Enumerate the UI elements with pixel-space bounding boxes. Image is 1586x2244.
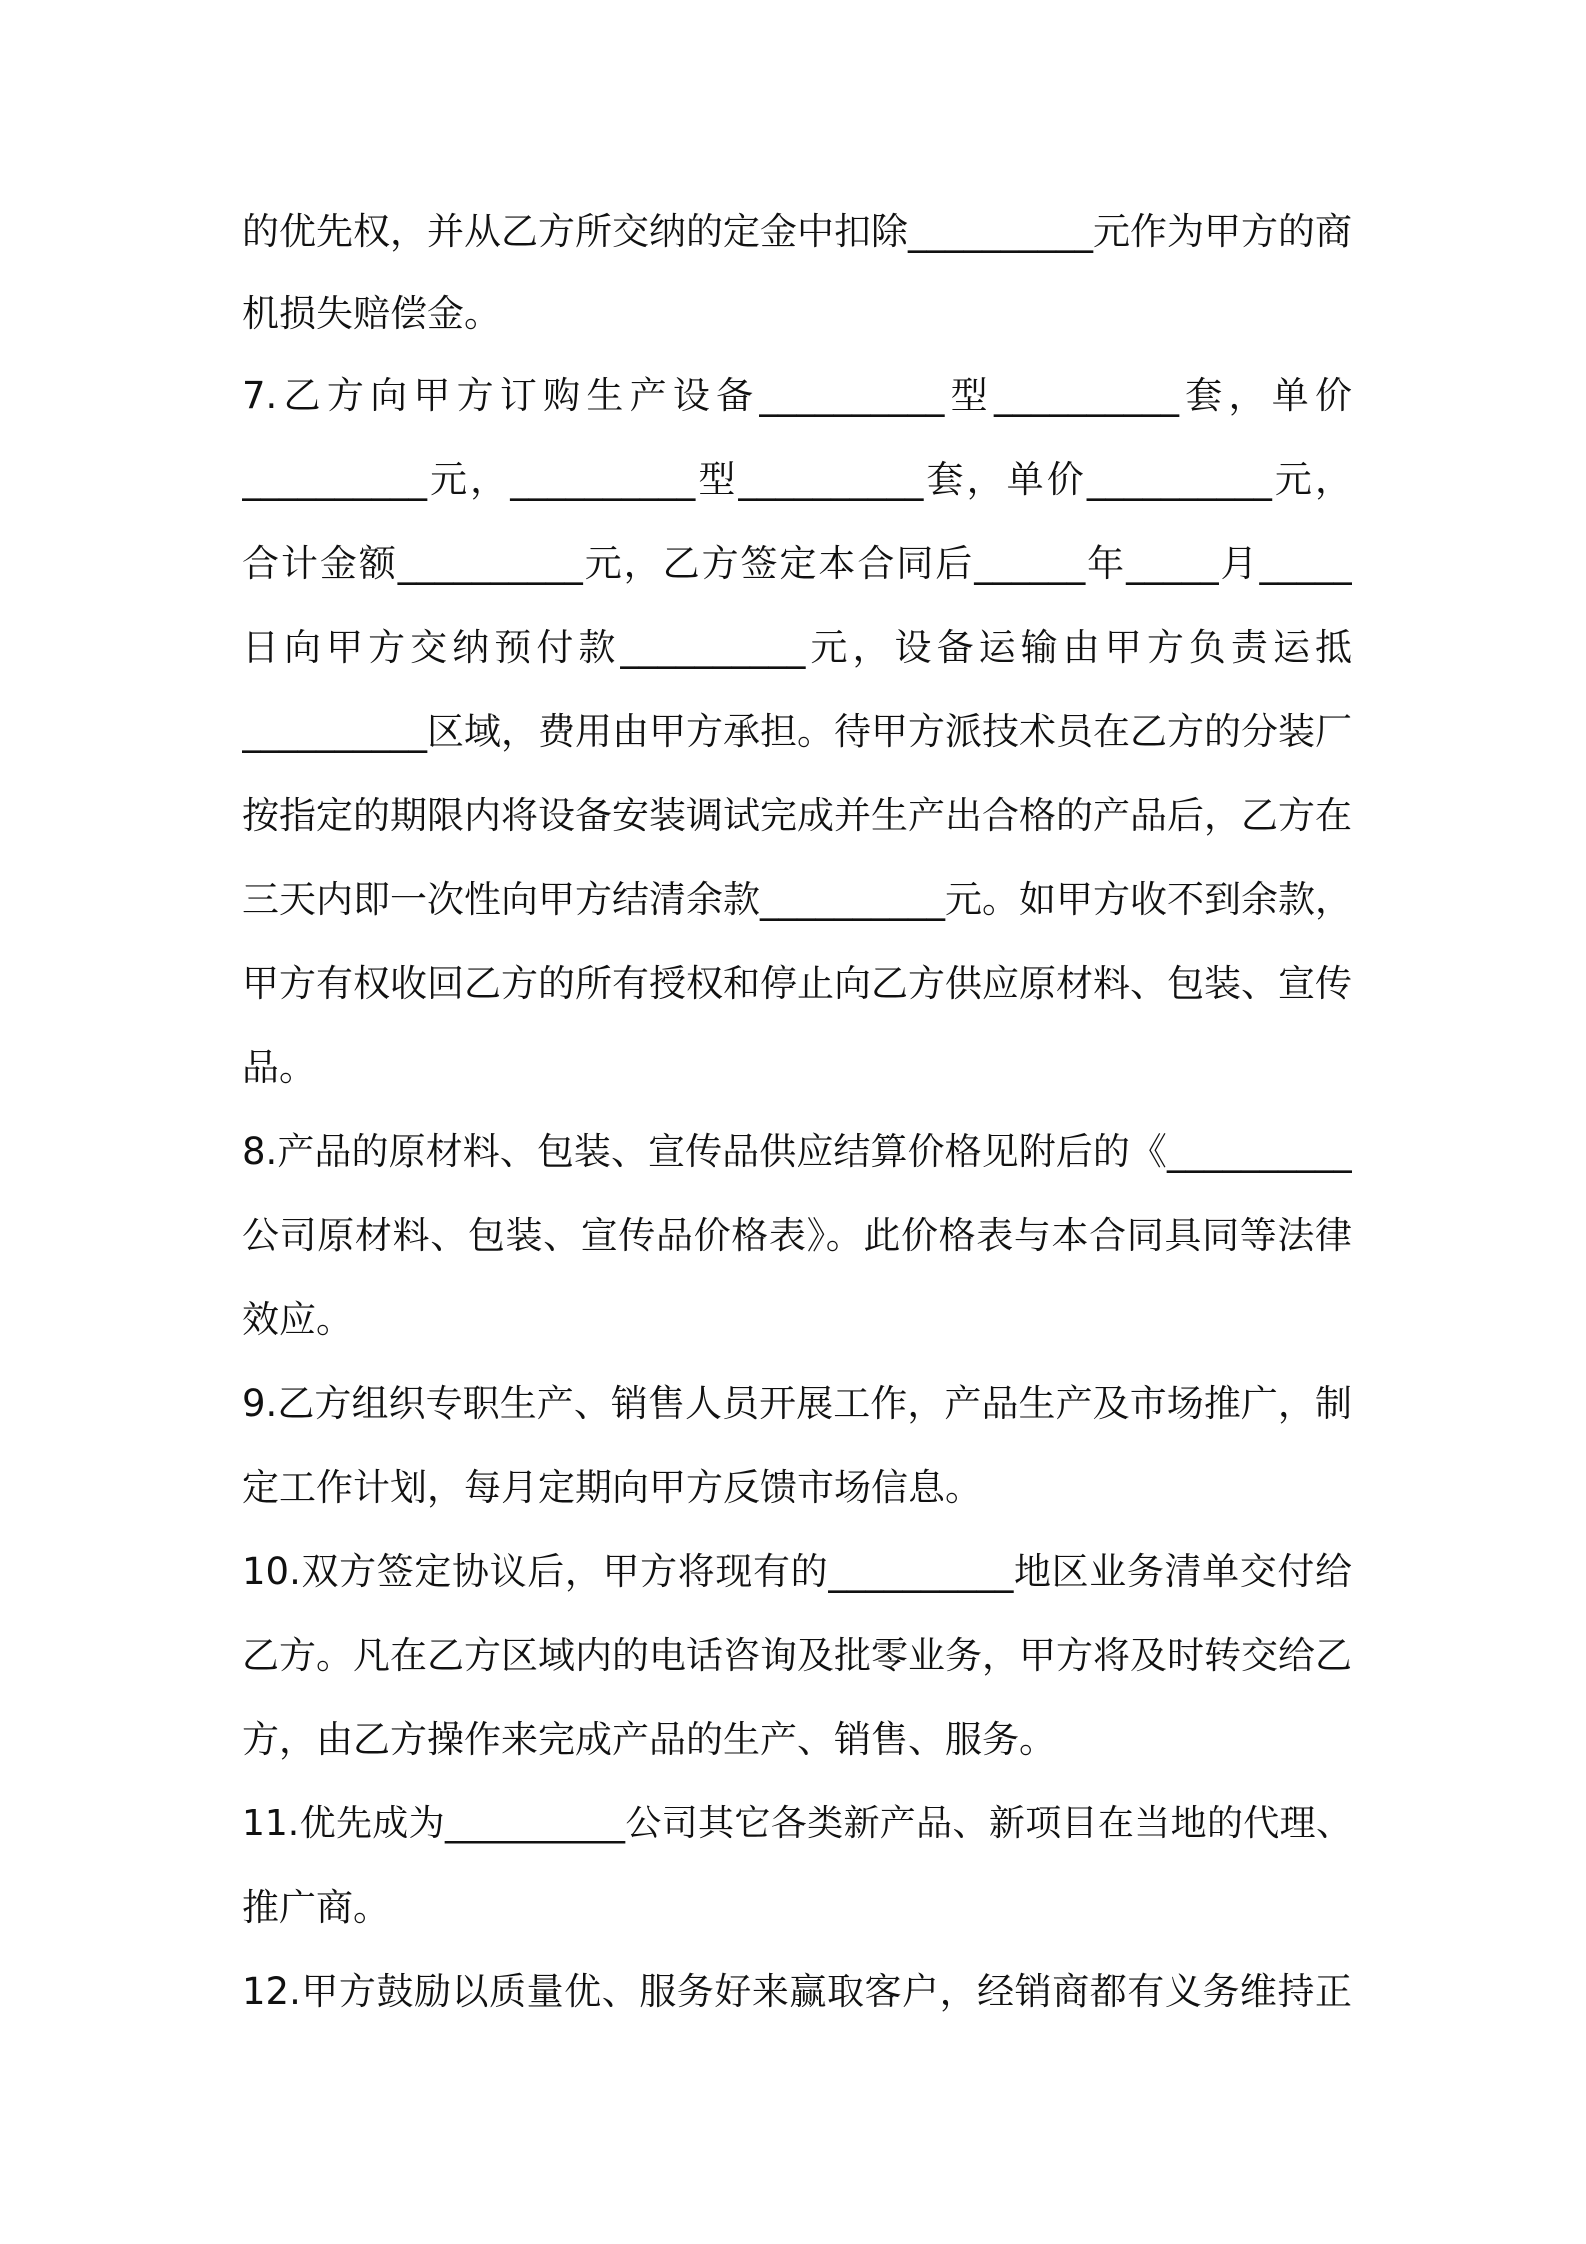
text-line: 推广商。 bbox=[242, 1886, 390, 1929]
text-line: 8.产品的原材料、包装、宣传品供应结算价格见附后的《__________ bbox=[242, 1130, 1352, 1173]
text-line: 日向甲方交纳预付款__________元，设备运输由甲方负责运抵 bbox=[242, 626, 1352, 669]
text-line: 品。 bbox=[242, 1046, 316, 1089]
text-line: 11.优先成为__________公司其它各类新产品、新项目在当地的代理、 bbox=[242, 1803, 1352, 1844]
text-line: 乙方。凡在乙方区域内的电话咨询及批零业务，甲方将及时转交给乙 bbox=[242, 1634, 1352, 1677]
text-line: 定工作计划，每月定期向甲方反馈市场信息。 bbox=[242, 1466, 982, 1509]
text-line: 三天内即一次性向甲方结清余款__________元。如甲方收不到余款， bbox=[242, 878, 1352, 921]
text-line: __________元，__________型__________套，单价__________元， bbox=[242, 458, 1352, 501]
text-line: 12.甲方鼓励以质量优、服务好来赢取客户，经销商都有义务维持正 bbox=[242, 1970, 1352, 2013]
text-line: 10.双方签定协议后，甲方将现有的__________地区业务清单交付给 bbox=[242, 1550, 1352, 1593]
text-line: 7.乙方向甲方订购生产设备__________型__________套，单价 bbox=[242, 374, 1352, 417]
text-line: 按指定的期限内将设备安装调试完成并生产出合格的产品后，乙方在 bbox=[242, 794, 1352, 837]
text-line: 效应。 bbox=[242, 1298, 353, 1341]
text-line: 方，由乙方操作来完成产品的生产、销售、服务。 bbox=[242, 1718, 1056, 1761]
text-line: 合计金额__________元，乙方签定本合同后______年_____月_____ bbox=[242, 542, 1352, 585]
text-line: 公司原材料、包装、宣传品价格表》。此价格表与本合同具同等法律 bbox=[242, 1214, 1352, 1257]
text-line: 9.乙方组织专职生产、销售人员开展工作，产品生产及市场推广，制 bbox=[242, 1382, 1352, 1425]
text-line: __________区域，费用由甲方承担。待甲方派技术员在乙方的分装厂 bbox=[242, 710, 1352, 753]
text-line: 机损失赔偿金。 bbox=[242, 292, 501, 335]
text-line: 的优先权，并从乙方所交纳的定金中扣除__________元作为甲方的商 bbox=[242, 210, 1352, 253]
text-line: 甲方有权收回乙方的所有授权和停止向乙方供应原材料、包装、宣传 bbox=[242, 962, 1352, 1005]
